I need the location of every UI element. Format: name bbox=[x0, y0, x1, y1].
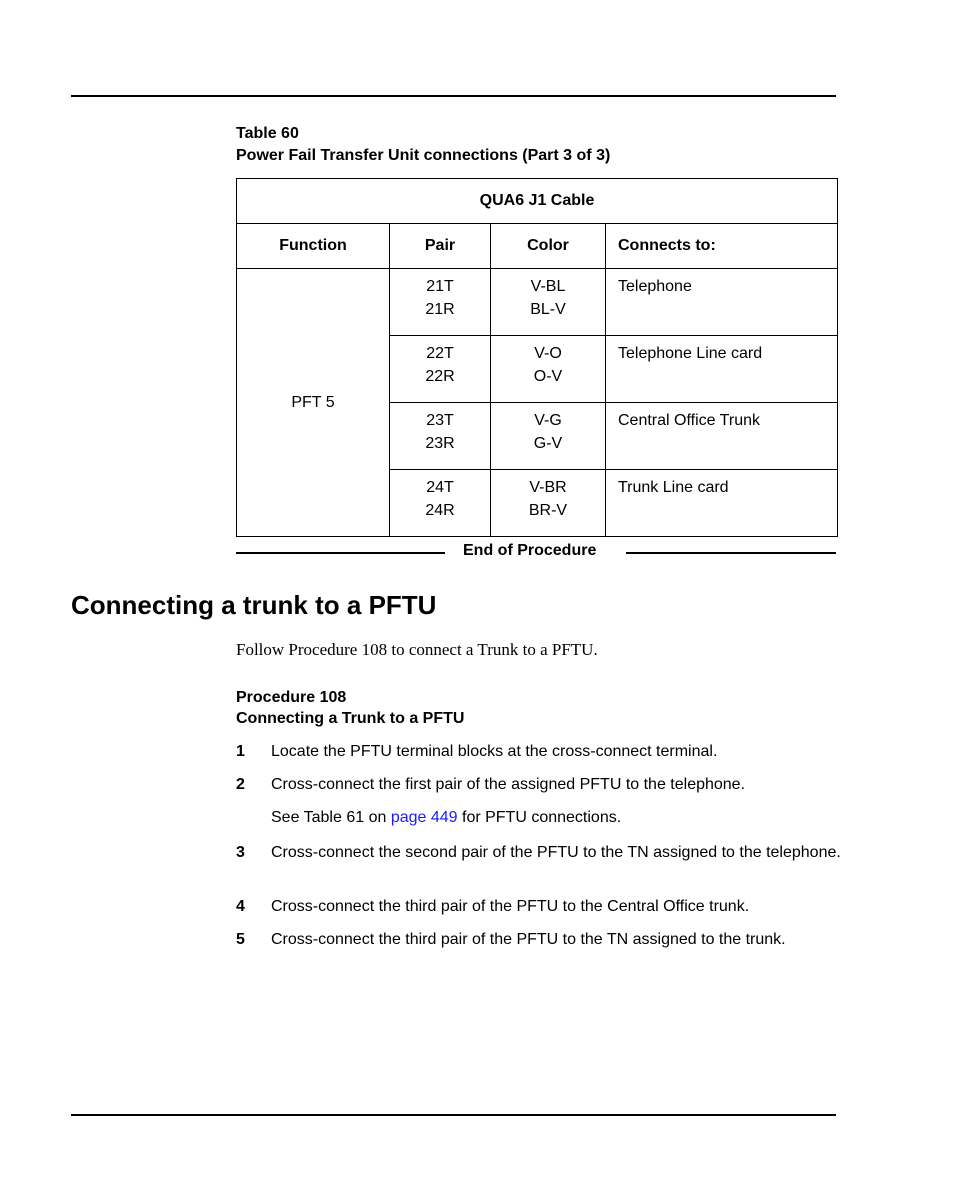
pair-cell: 21T 21R bbox=[390, 269, 491, 336]
procedure-caption bbox=[236, 687, 464, 729]
connects-cell: Telephone Line card bbox=[606, 336, 838, 403]
color-cell: V-O O-V bbox=[491, 336, 606, 403]
connects-cell: Trunk Line card bbox=[606, 470, 838, 537]
procedure-title: Connecting a Trunk to a PFTU bbox=[236, 710, 465, 727]
footer-rule bbox=[71, 1114, 836, 1116]
column-header-pair: Pair bbox=[390, 224, 491, 269]
connects-cell: Central Office Trunk bbox=[606, 403, 838, 470]
section-intro: Follow Procedure 108 to connect a Trunk to a PFTU. bbox=[236, 640, 598, 659]
column-header-function: Function bbox=[237, 224, 390, 269]
table-title: Power Fail Transfer Unit connections (Part 3 of 3) bbox=[236, 147, 611, 164]
divider-line-right bbox=[626, 552, 836, 554]
header-rule bbox=[71, 95, 836, 97]
procedure-label: Procedure 108 bbox=[236, 689, 347, 706]
table-caption bbox=[236, 123, 610, 167]
page-449-link[interactable]: page 449 bbox=[390, 809, 458, 826]
divider-line-left bbox=[236, 552, 445, 554]
color-cell: V-G G-V bbox=[491, 403, 606, 470]
table-group-header: QUA6 J1 Cable bbox=[237, 179, 838, 224]
connects-cell: Telephone bbox=[606, 269, 838, 336]
step-number: 2 bbox=[236, 776, 245, 793]
pair-cell: 22T 22R bbox=[390, 336, 491, 403]
step-text: Cross-connect the third pair of the PFTU to the TN assigned to the trunk. bbox=[271, 931, 786, 948]
end-of-procedure-divider bbox=[236, 540, 836, 564]
function-cell: PFT 5 bbox=[237, 269, 390, 537]
table-row bbox=[237, 269, 838, 336]
table-label: Table 60 bbox=[236, 125, 299, 142]
step-text: Cross-connect the second pair of the PFTU to the TN assigned to the telephone. bbox=[271, 844, 841, 861]
step-number: 5 bbox=[236, 931, 245, 948]
pair-cell: 23T 23R bbox=[390, 403, 491, 470]
column-header-color: Color bbox=[491, 224, 606, 269]
end-of-procedure-label: End of Procedure bbox=[463, 542, 597, 559]
step-number: 1 bbox=[236, 743, 245, 760]
step-text: Cross-connect the first pair of the assigned PFTU to the telephone. bbox=[271, 776, 746, 793]
color-cell: V-BL BL-V bbox=[491, 269, 606, 336]
column-header-connects-to: Connects to: bbox=[606, 224, 838, 269]
step-number: 3 bbox=[236, 844, 245, 861]
color-cell: V-BR BR-V bbox=[491, 470, 606, 537]
section-heading: Connecting a trunk to a PFTU bbox=[71, 590, 437, 620]
step-number: 4 bbox=[236, 898, 245, 915]
step-text: Cross-connect the third pair of the PFTU to the Central Office trunk. bbox=[271, 898, 750, 915]
pftu-connections-table bbox=[236, 178, 838, 537]
pair-cell: 24T 24R bbox=[390, 470, 491, 537]
step-note-text: See Table 61 on page 449 for PFTU connections. bbox=[271, 809, 622, 826]
step-text: Locate the PFTU terminal blocks at the cross-connect terminal. bbox=[271, 743, 718, 760]
